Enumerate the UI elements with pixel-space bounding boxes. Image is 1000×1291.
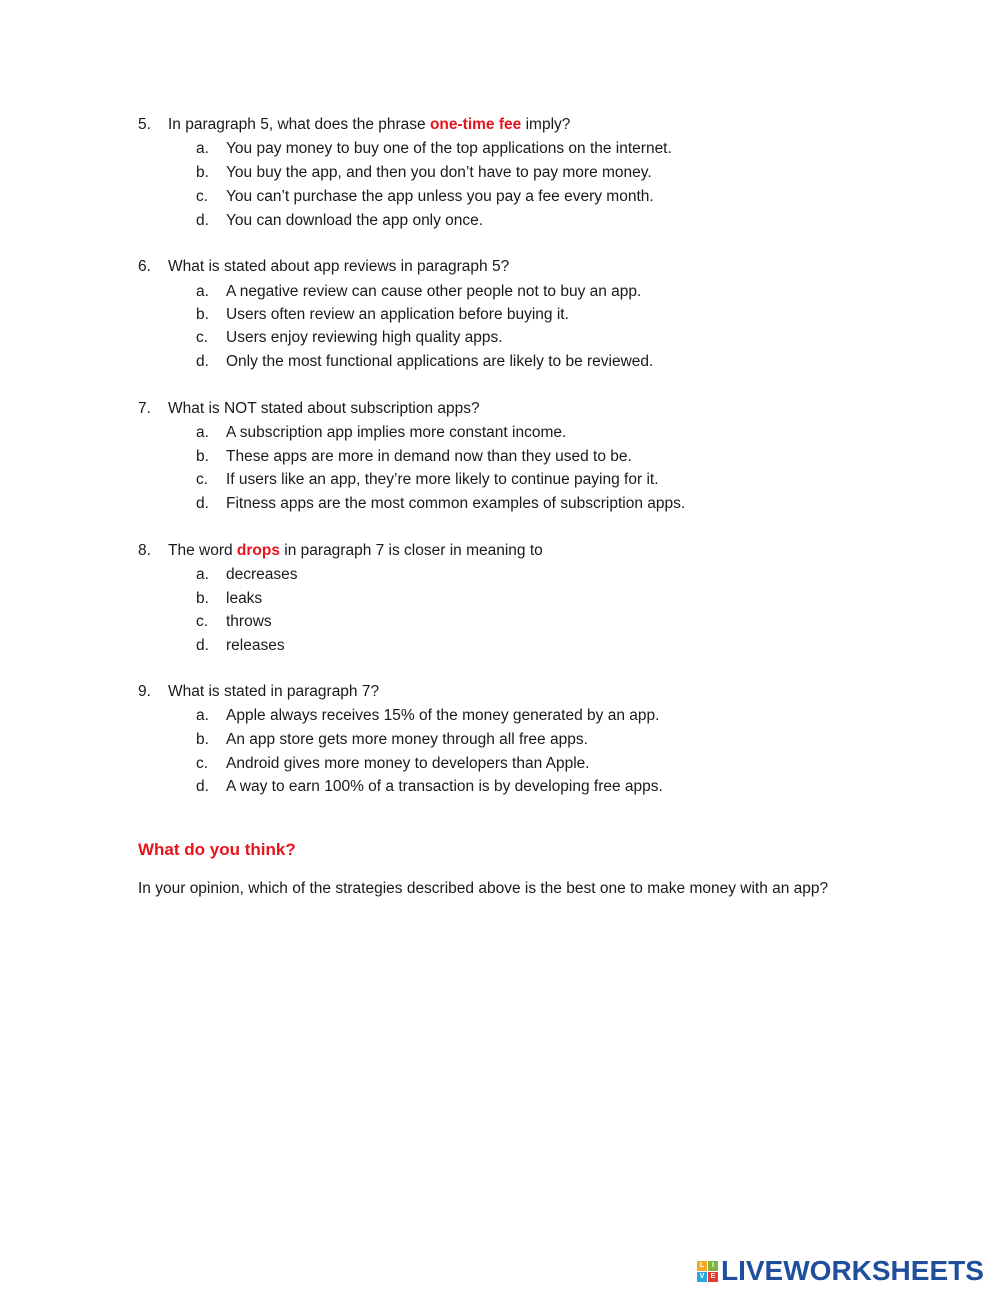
option-letter: d. [196, 212, 209, 229]
logo-block-i: I [708, 1261, 718, 1271]
logo-block-e: E [708, 1272, 718, 1282]
section-heading: What do you think? [138, 840, 296, 859]
option-9a[interactable] [196, 707, 659, 725]
option-text: You can download the app only once. [226, 212, 484, 229]
option-letter: a. [196, 283, 209, 300]
option-6c[interactable] [196, 329, 503, 347]
option-letter: b. [196, 164, 209, 181]
option-text: These apps are more in demand now than they used to be. [226, 448, 632, 465]
option-text: You buy the app, and then you don’t have to pay more money. [226, 164, 652, 181]
question-number: 8. [138, 542, 151, 559]
highlighted-word: drops [236, 542, 280, 559]
option-letter: c. [196, 471, 209, 488]
option-text: A subscription app implies more constant income. [226, 424, 567, 441]
option-text: If users like an app, they’re more likely to continue paying for it. [226, 471, 659, 488]
question-text: What is NOT stated about subscription apps? [168, 400, 480, 417]
logo-icon [697, 1261, 718, 1282]
option-text: Only the most functional applications are likely to be reviewed. [226, 353, 654, 370]
option-letter: b. [196, 448, 209, 465]
option-9c[interactable] [196, 755, 590, 773]
question-text: What is stated in paragraph 7? [168, 683, 380, 700]
question-8 [138, 542, 543, 560]
option-text: You can’t purchase the app unless you pay a fee every month. [226, 188, 654, 205]
option-letter: a. [196, 424, 209, 441]
option-text: Apple always receives 15% of the money generated by an app. [226, 707, 660, 724]
logo-block-v: V [697, 1272, 707, 1282]
option-letter: b. [196, 731, 209, 748]
option-8d[interactable] [196, 637, 285, 655]
question-number: 6. [138, 258, 151, 275]
option-7b[interactable] [196, 448, 632, 466]
option-text: leaks [226, 590, 263, 607]
option-7d[interactable] [196, 495, 685, 513]
option-text: A way to earn 100% of a transaction is by developing free apps. [226, 778, 663, 795]
option-letter: d. [196, 495, 209, 512]
option-6b[interactable] [196, 306, 569, 324]
logo-text: LIVEWORKSHEETS [721, 1255, 984, 1286]
option-7c[interactable] [196, 471, 659, 489]
option-6a[interactable] [196, 283, 641, 301]
option-text: Users enjoy reviewing high quality apps. [226, 329, 503, 346]
option-text: A negative review can cause other people not to buy an app. [226, 283, 642, 300]
option-letter: c. [196, 613, 209, 630]
option-text: Android gives more money to developers than Apple. [226, 755, 590, 772]
question-number: 7. [138, 400, 151, 417]
option-9d[interactable] [196, 778, 663, 796]
question-number: 9. [138, 683, 151, 700]
option-letter: a. [196, 140, 209, 157]
question-text: The word [168, 542, 237, 559]
option-8a[interactable] [196, 566, 298, 584]
question-number: 5. [138, 116, 151, 133]
option-letter: d. [196, 778, 209, 795]
option-5a[interactable] [196, 140, 672, 158]
option-text: Fitness apps are the most common examples of subscription apps. [226, 495, 686, 512]
option-letter: b. [196, 306, 209, 323]
option-letter: b. [196, 590, 209, 607]
opinion-prompt: In your opinion, which of the strategies described above is the best one to make money with an app? [138, 880, 829, 897]
question-text: What is stated about app reviews in paragraph 5? [168, 258, 510, 275]
option-letter: c. [196, 329, 209, 346]
option-letter: d. [196, 637, 209, 654]
option-5c[interactable] [196, 188, 654, 206]
option-8c[interactable] [196, 613, 272, 631]
option-letter: c. [196, 188, 209, 205]
option-5d[interactable] [196, 212, 483, 230]
option-letter: a. [196, 707, 209, 724]
question-5 [138, 116, 570, 134]
logo-block-l: L [697, 1261, 707, 1271]
option-text: An app store gets more money through all free apps. [226, 731, 588, 748]
option-text: You pay money to buy one of the top applications on the internet. [226, 140, 672, 157]
question-text-suffix: in paragraph 7 is closer in meaning to [279, 542, 543, 559]
option-5b[interactable] [196, 164, 652, 182]
option-7a[interactable] [196, 424, 566, 442]
option-6d[interactable] [196, 353, 653, 371]
highlighted-phrase: one-time fee [429, 116, 522, 133]
option-text: decreases [226, 566, 298, 583]
question-6 [138, 258, 509, 276]
option-text: releases [226, 637, 285, 654]
liveworksheets-logo [697, 1255, 984, 1287]
question-text: In paragraph 5, what does the phrase [168, 116, 430, 133]
question-7 [138, 400, 480, 418]
option-text: throws [226, 613, 272, 630]
option-9b[interactable] [196, 731, 588, 749]
option-letter: c. [196, 755, 209, 772]
option-text: Users often review an application before buying it. [226, 306, 569, 323]
option-8b[interactable] [196, 590, 262, 608]
question-9 [138, 683, 379, 701]
option-letter: a. [196, 566, 209, 583]
option-letter: d. [196, 353, 209, 370]
question-text-suffix: imply? [521, 116, 571, 133]
